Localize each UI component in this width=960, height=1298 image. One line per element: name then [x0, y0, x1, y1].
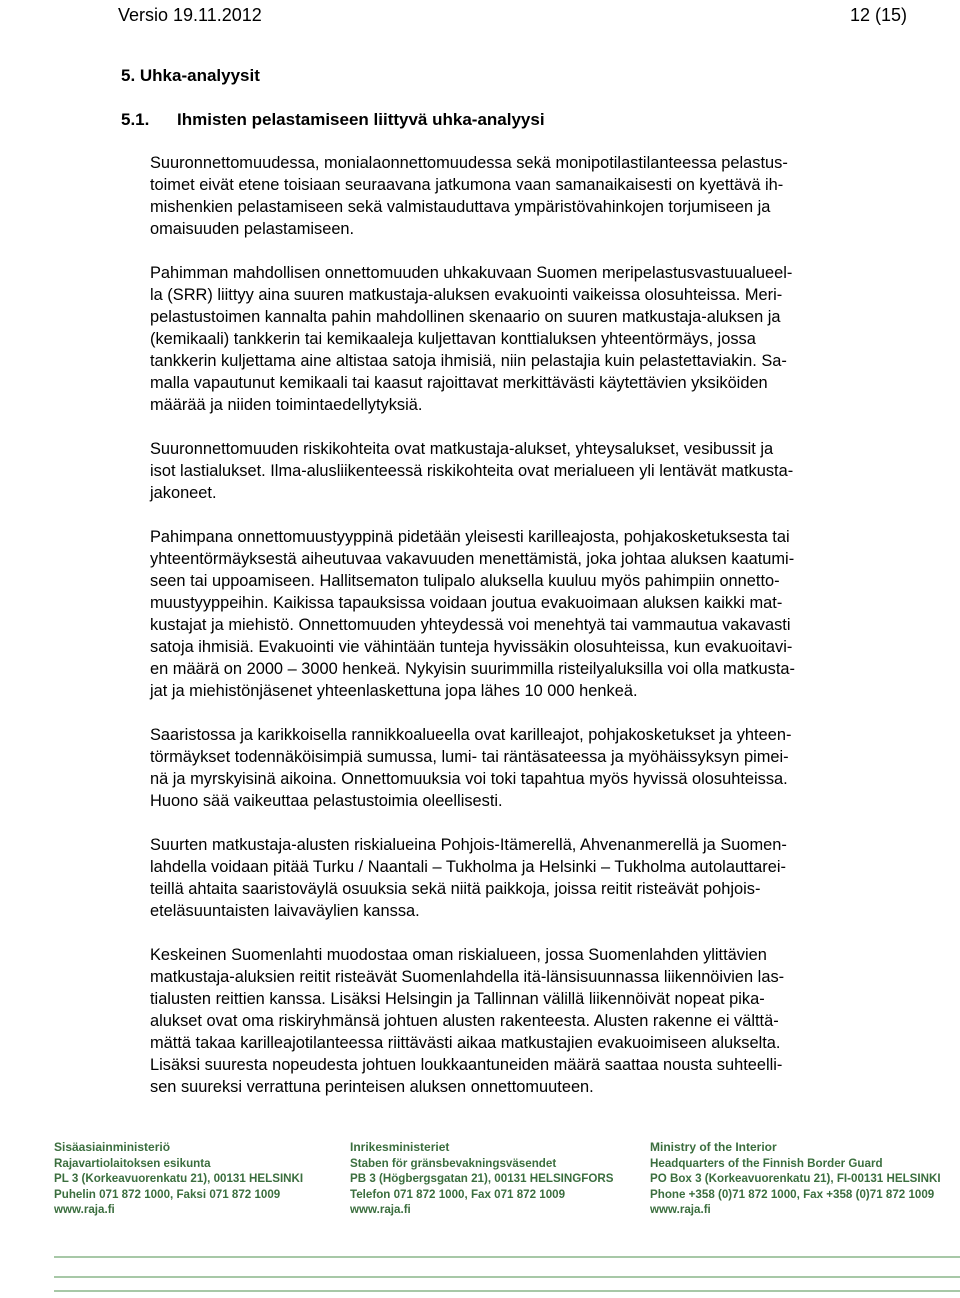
text-line: yhteentörmäyksestä aiheutuvaa vakavuuden menettämistä, joka johtaa aluksen kaatumi-: [150, 550, 795, 568]
text-line: Lisäksi suuresta nopeudesta johtuen loukkaantuneiden määrä saattaa nousta suhteelli-: [150, 1056, 783, 1074]
text-line: tankkerin kuljettama aine altistaa satoja ihmisiä, niin pelastajia kuin pelastettaviakin. Sa-: [150, 352, 787, 370]
footer-ministry: Inrikesministeriet: [350, 1140, 450, 1154]
footer-phone: Puhelin 071 872 1000, Faksi 071 872 1009: [54, 1187, 281, 1201]
text-line: isot lastialukset. Ilma-alusliikenteessä riskikohteita ovat merialueen yli lentävät matkusta-: [150, 462, 794, 480]
text-line: seen tai uppoamiseen. Hallitsematon tulipalo aluksella kuuluu myös pahimpiin onnetto-: [150, 572, 780, 590]
footer-website: www.raja.fi: [350, 1203, 411, 1217]
footer-ministry: Ministry of the Interior: [650, 1140, 777, 1154]
footer-department: Rajavartiolaitoksen esikunta: [54, 1156, 211, 1170]
text-line: eteläsuuntaisten laivaväylien kanssa.: [150, 902, 420, 920]
footer-phone: Phone +358 (0)71 872 1000, Fax +358 (0)71 872 1009: [650, 1187, 935, 1201]
header-page-number: 12 (15): [850, 5, 908, 25]
text-line: satoja ihmisiä. Evakuointi vie vähintään tunteja hyvissäkin olosuhteissa, kun evakuoitavi-: [150, 638, 793, 656]
subsection-number: 5.1.: [121, 110, 150, 129]
footer-ministry: Sisäasiainministeriö: [54, 1140, 171, 1154]
text-line: teillä ahtaita saaristoväylä osuuksia sekä niitä paikkoja, joissa reitit risteävät pohjois-: [150, 880, 761, 898]
body-text: [150, 152, 910, 1120]
text-line: kustajat ja miehistö. Onnettomuuden yhteydessä voi menehtyä tai vammautua vakavasti: [150, 616, 791, 634]
footer-rule: [54, 1256, 960, 1258]
text-line: jat ja miehistönjäsenet yhteenlaskettuna jopa lähes 10 000 henkeä.: [150, 682, 638, 700]
footer-website: www.raja.fi: [650, 1203, 711, 1217]
footer-column-swedish: [350, 1140, 614, 1218]
text-line: la (SRR) liittyy aina suuren matkustaja-aluksen evakuointi vaikeissa olosuhteissa. Meri-: [150, 286, 783, 304]
text-line: jakoneet.: [150, 484, 217, 502]
subsection-title: Ihmisten pelastamiseen liittyvä uhka-analyysi: [177, 110, 545, 129]
footer-address: PO Box 3 (Korkeavuorenkatu 21), FI-00131 HELSINKI: [650, 1172, 941, 1186]
footer-column-finnish: [54, 1140, 303, 1218]
paragraph: [150, 834, 910, 922]
footer-column-english: [650, 1140, 941, 1218]
paragraph: [150, 526, 910, 702]
text-line: mättä takaa karilleajotilanteessa riittävästi aikaa matkustajien evakuoimiseen alukselta.: [150, 1034, 781, 1052]
paragraph: [150, 944, 910, 1098]
text-line: sen suureksi verrattuna perinteisen aluksen onnettomuuteen.: [150, 1078, 594, 1096]
footer-department: Headquarters of the Finnish Border Guard: [650, 1156, 883, 1170]
text-line: Huono sää vaikeuttaa pelastustoimia oleellisesti.: [150, 792, 503, 810]
footer-rule: [54, 1276, 960, 1278]
letterhead-footer: [0, 1140, 960, 1298]
text-line: matkustaja-aluksien reitit risteävät Suomenlahdella itä-länsisuunnassa liikennöivien las-: [150, 968, 785, 986]
text-line: alukset ovat oma riskiryhmänsä johtuen alusten rakenteesta. Alusten rakenne ei välttä-: [150, 1012, 779, 1030]
footer-address: PL 3 (Korkeavuorenkatu 21), 00131 HELSINKI: [54, 1172, 304, 1186]
text-line: Suurten matkustaja-alusten riskialueina Pohjois-Itämerellä, Ahvenanmerellä ja Suomen-: [150, 836, 787, 854]
text-line: en määrä on 2000 – 3000 henkeä. Nykyisin suurimmilla risteilyaluksilla voi olla matkusta-: [150, 660, 795, 678]
text-line: tialusten reittien kanssa. Lisäksi Helsingin ja Tallinnan välillä liikennöivät nopeat pika-: [150, 990, 765, 1008]
text-line: nä ja myrskyisinä aikoina. Onnettomuuksia voi toki tapahtua myös hyvissä olosuhteissa.: [150, 770, 788, 788]
footer-address: PB 3 (Högbergsgatan 21), 00131 HELSINGFORS: [350, 1172, 614, 1186]
text-line: (kemikaali) tankkerin tai kemikaaleja kuljettavan konttialuksen yhteentörmäys, jossa: [150, 330, 756, 348]
paragraph: [150, 438, 910, 504]
paragraph: [150, 152, 910, 240]
text-line: Saaristossa ja karikkoisella rannikkoalueella ovat karilleajot, pohjakosketukset ja yhteen-: [150, 726, 792, 744]
text-line: Suuronnettomuudessa, monialaonnettomuudessa sekä monipotilastilanteessa pelastus-: [150, 154, 788, 172]
paragraph: [150, 724, 910, 812]
footer-phone: Telefon 071 872 1000, Fax 071 872 1009: [350, 1187, 566, 1201]
text-line: toimet eivät etene toisiaan seuraavana jatkumona vaan samanaikaisesti on kyettävä ih-: [150, 176, 784, 194]
text-line: Keskeinen Suomenlahti muodostaa oman riskialueen, jossa Suomenlahden ylittävien: [150, 946, 767, 964]
text-line: määrää ja niiden toimintaedellytyksiä.: [150, 396, 423, 414]
section-heading: 5. Uhka-analyysit: [121, 66, 260, 85]
text-line: Suuronnettomuuden riskikohteita ovat matkustaja-alukset, yhteysalukset, vesibussit ja: [150, 440, 774, 458]
text-line: malla vapautunut kemikaali tai kaasut rajoittavat merkittävästi käytettävien yksiköiden: [150, 374, 768, 392]
subsection-heading: [121, 110, 545, 130]
footer-rule: [54, 1290, 960, 1292]
paragraph: [150, 262, 910, 416]
text-line: pelastustoimen kannalta pahin mahdollinen skenaario on suuren matkustaja-aluksen ja: [150, 308, 781, 326]
header-version: Versio 19.11.2012: [118, 5, 262, 25]
text-line: muustyyppeihin. Kaikissa tapauksissa voidaan joutua evakuoimaan aluksen kaikki mat-: [150, 594, 783, 612]
text-line: törmäykset todennäköisimpiä sumussa, lumi- tai räntäsateessa ja myöhäissyksyn pimei-: [150, 748, 789, 766]
footer-department: Staben för gränsbevakningsväsendet: [350, 1156, 557, 1170]
text-line: lahdella voidaan pitää Turku / Naantali – Tukholma ja Helsinki – Tukholma autolauttarei-: [150, 858, 786, 876]
text-line: omaisuuden pelastamiseen.: [150, 220, 355, 238]
text-line: Pahimman mahdollisen onnettomuuden uhkakuvaan Suomen meripelastusvastuualueel-: [150, 264, 793, 282]
text-line: Pahimpana onnettomuustyyppinä pidetään yleisesti karilleajosta, pohjakosketuksesta tai: [150, 528, 790, 546]
footer-website: www.raja.fi: [54, 1203, 115, 1217]
text-line: mishenkien pelastamiseen sekä valmistauduttava ympäristövahinkojen torjumiseen ja: [150, 198, 771, 216]
